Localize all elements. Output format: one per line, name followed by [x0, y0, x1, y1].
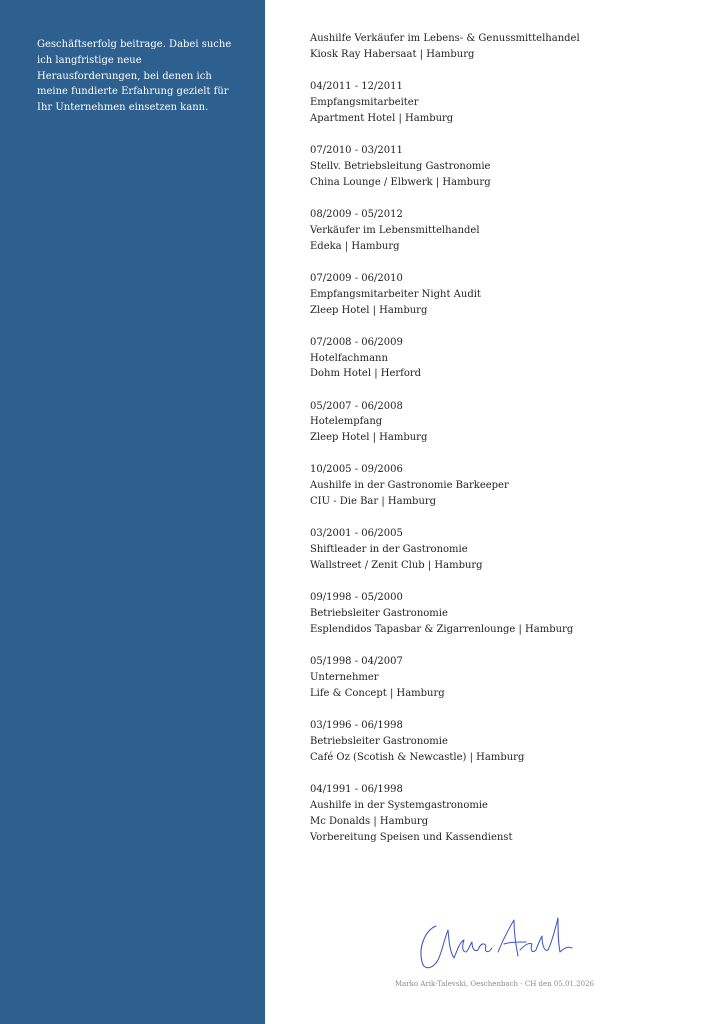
experience-title: Shiftleader in der Gastronomie: [310, 544, 468, 556]
experience-entry: [310, 462, 700, 510]
experience-title: Hotelfachmann: [310, 352, 388, 364]
experience-date: 03/1996 - 06/1998: [310, 720, 403, 732]
experience-company: Kiosk Ray Habersaat | Hamburg: [310, 48, 475, 60]
sidebar-intro-text: Geschäftserfolg beitrage. Dabei suche ich langfristige neue Herausforderungen, bei denen ich meine fundierte Erfahrung gezielt für Ihr Unternehmen einsetzen kann.: [37, 39, 232, 114]
experience-company: Life & Concept | Hamburg: [310, 687, 445, 699]
experience-date: 05/1998 - 04/2007: [310, 656, 403, 668]
experience-entry: [310, 271, 700, 319]
experience-entry: [310, 590, 700, 638]
experience-title: Betriebsleiter Gastronomie: [310, 735, 448, 747]
experience-date: 03/2001 - 06/2005: [310, 528, 403, 540]
experience-title: Aushilfe in der Systemgastronomie: [310, 799, 488, 811]
experience-date: 05/2007 - 06/2008: [310, 400, 403, 412]
experience-date: 08/2009 - 05/2012: [310, 208, 403, 220]
experience-title: Empfangsmitarbeiter Night Audit: [310, 288, 481, 300]
experience-date: 07/2010 - 03/2011: [310, 144, 403, 156]
experience-entry: [310, 335, 700, 383]
signature-caption: Marko Arik-Talevski, Oeschenbach - CH den 05.01.2026: [395, 980, 594, 988]
experience-title: Hotelempfang: [310, 416, 383, 428]
experience-entry: [310, 526, 700, 574]
experience-entry: [310, 79, 700, 127]
experience-entry: [310, 782, 700, 846]
experience-entry: [310, 718, 700, 766]
experience-company: Edeka | Hamburg: [310, 240, 400, 252]
experience-date: 09/1998 - 05/2000: [310, 592, 403, 604]
experience-entry: [310, 143, 700, 191]
experience-date: 04/2011 - 12/2011: [310, 81, 403, 92]
experience-company: CIU - Die Bar | Hamburg: [310, 496, 437, 508]
experience-title: Unternehmer: [310, 672, 379, 684]
experience-entry: [310, 207, 700, 255]
experience-company: Dohm Hotel | Herford: [310, 368, 422, 380]
experience-date: 07/2009 - 06/2010: [310, 272, 403, 284]
experience-date: 07/2008 - 06/2009: [310, 336, 403, 348]
experience-company: Esplendidos Tapasbar & Zigarrenlounge | Hamburg: [310, 624, 574, 636]
experience-title: Betriebsleiter Gastronomie: [310, 608, 448, 620]
experience-entry: [310, 654, 700, 702]
experience-title: Stellv. Betriebsleitung Gastronomie: [310, 160, 491, 172]
experience-company: Café Oz (Scotish & Newcastle) | Hamburg: [310, 751, 525, 763]
experience-company: Wallstreet / Zenit Club | Hamburg: [310, 560, 483, 572]
experience-list: [310, 31, 700, 862]
experience-entry: [310, 399, 700, 447]
experience-company: Apartment Hotel | Hamburg: [310, 112, 454, 124]
experience-company: Mc Donalds | Hamburg: [310, 815, 429, 827]
experience-date: 10/2005 - 09/2006: [310, 464, 403, 476]
experience-title: Empfangsmitarbeiter: [310, 96, 419, 108]
handwritten-signature: [414, 912, 574, 974]
sidebar: [0, 0, 265, 1024]
experience-company: Zleep Hotel | Hamburg: [310, 304, 428, 316]
experience-title: Verkäufer im Lebensmittelhandel: [310, 224, 480, 236]
experience-company: China Lounge / Elbwerk | Hamburg: [310, 176, 491, 188]
experience-title: Aushilfe Verkäufer im Lebens- & Genussmittelhandel: [310, 33, 580, 44]
experience-company: Zleep Hotel | Hamburg: [310, 432, 428, 444]
experience-title: Aushilfe in der Gastronomie Barkeeper: [310, 480, 509, 492]
experience-entry: [310, 31, 700, 63]
experience-date: 04/1991 - 06/1998: [310, 783, 403, 795]
experience-note: Vorbereitung Speisen und Kassendienst: [310, 831, 513, 843]
